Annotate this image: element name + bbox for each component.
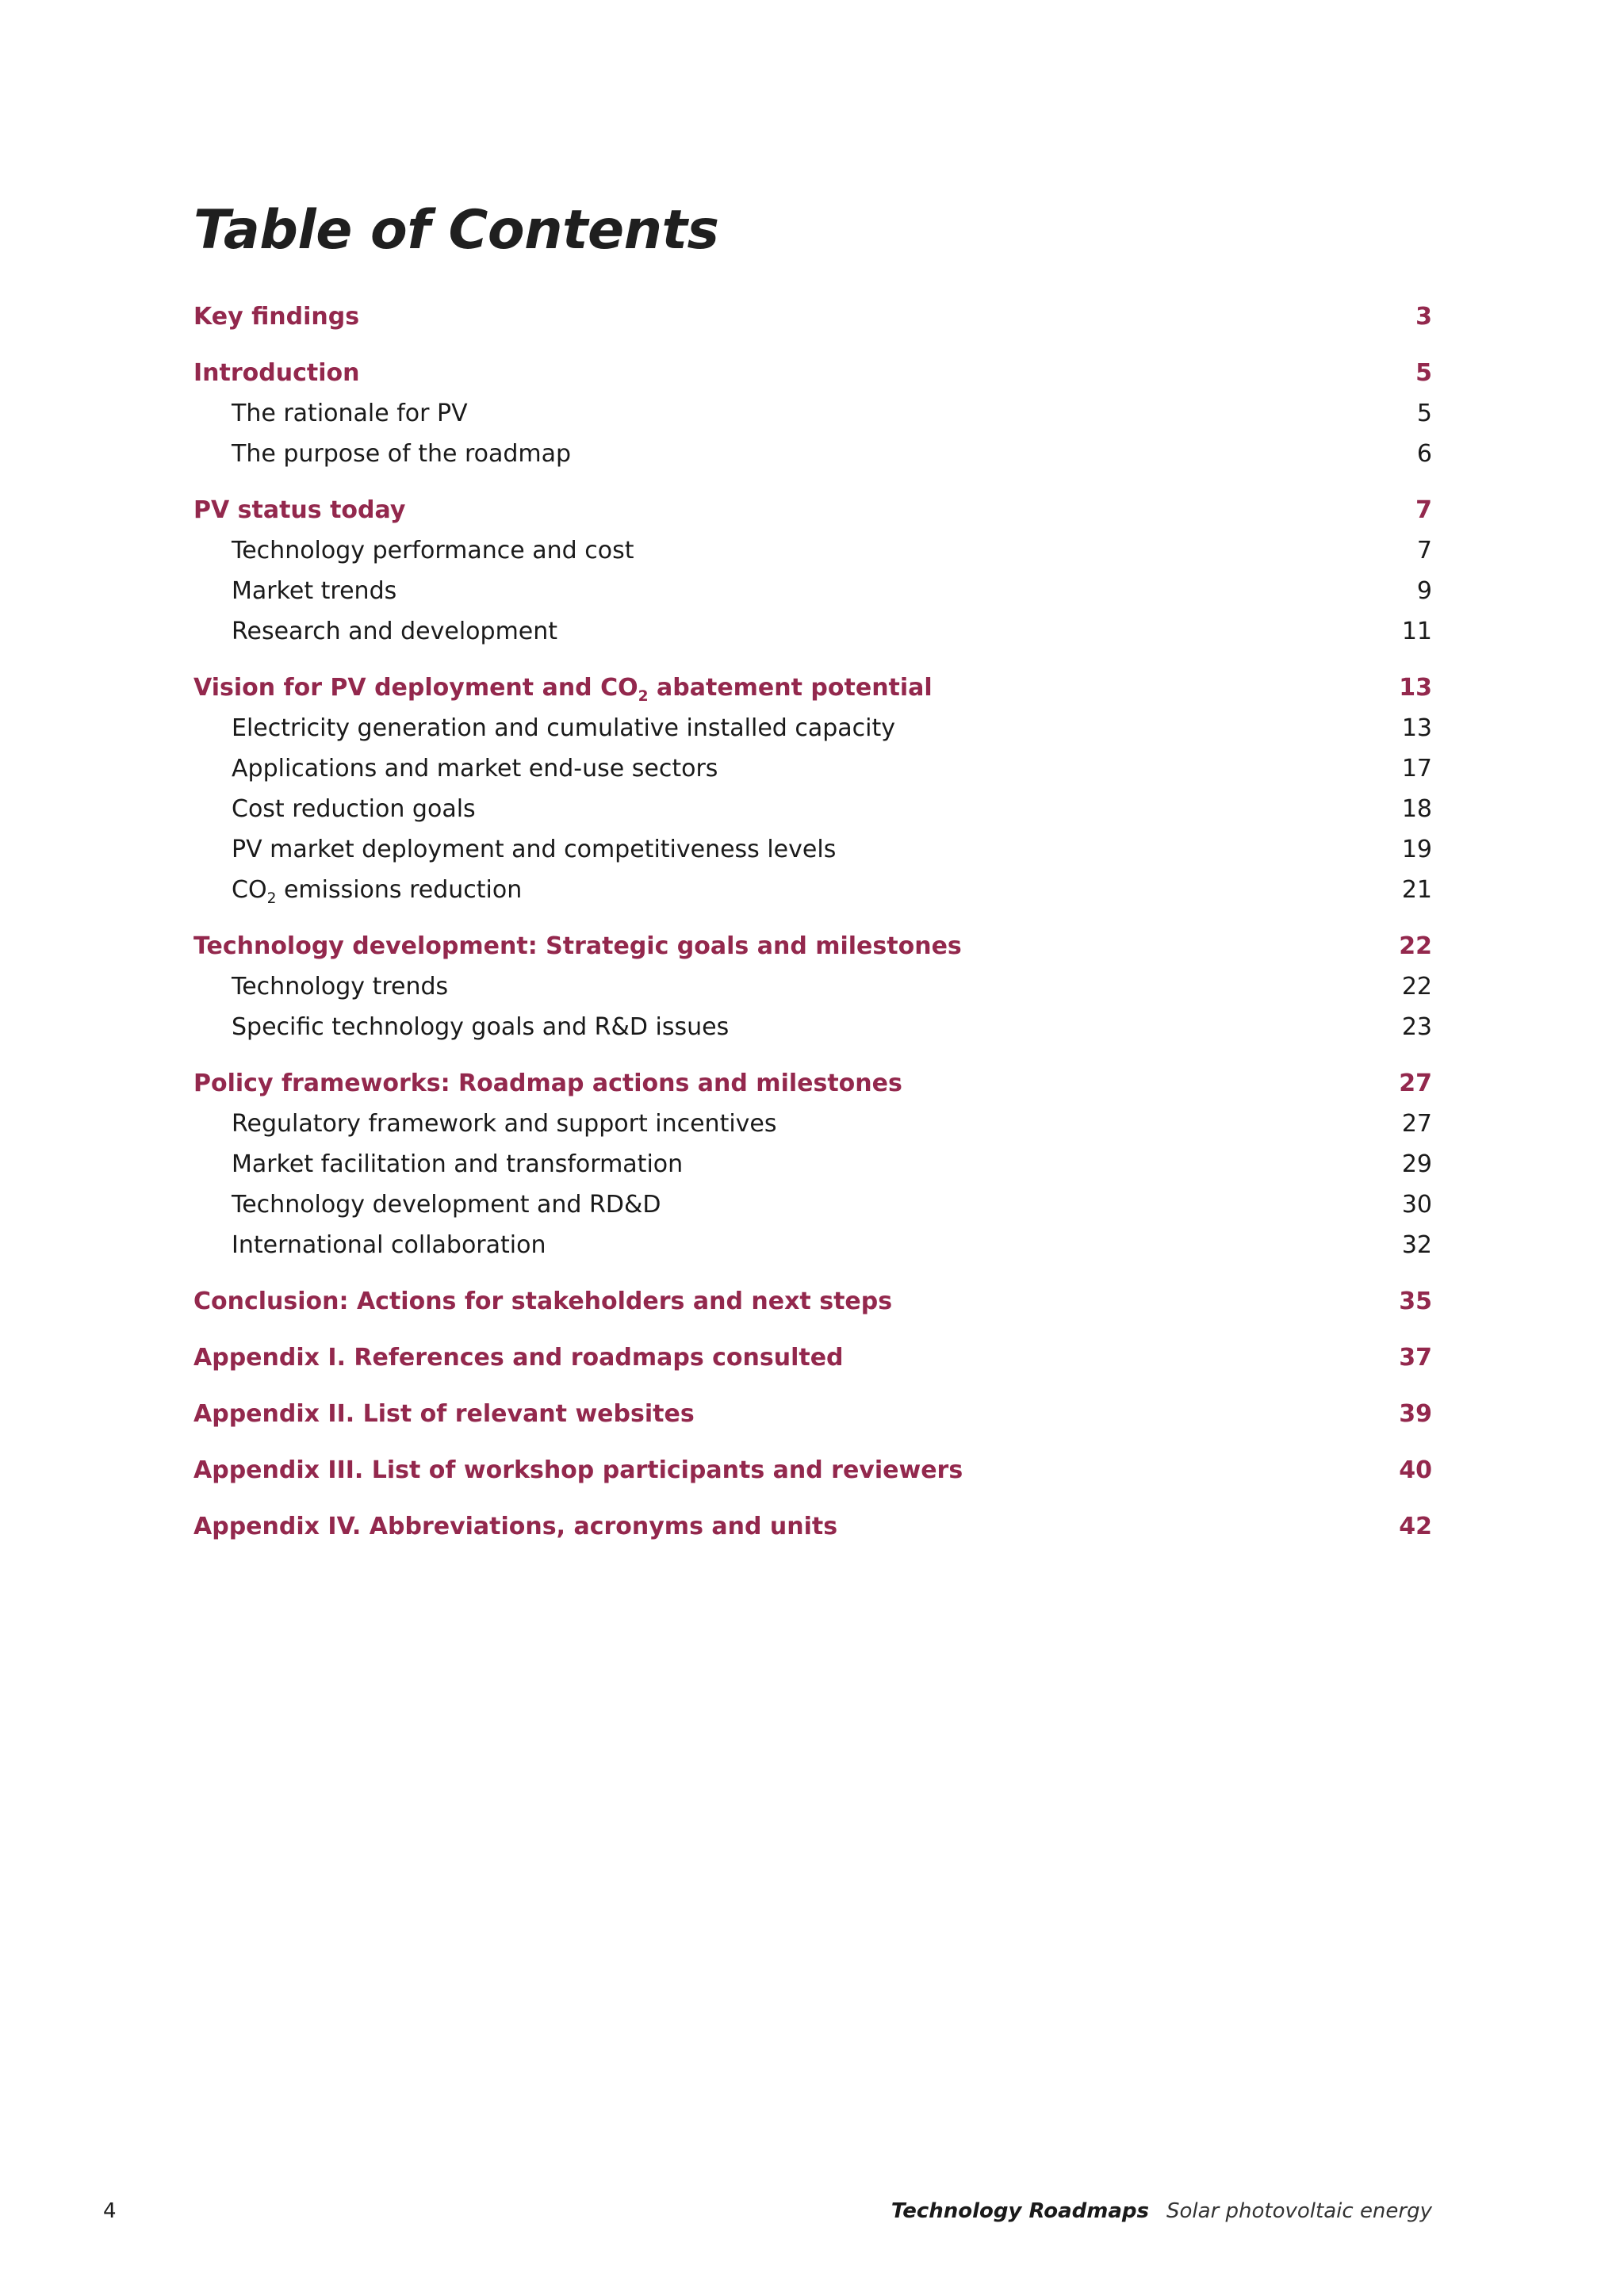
toc-subsection[interactable]	[193, 789, 1432, 829]
toc-subsection[interactable]	[193, 1104, 1432, 1144]
toc-subsection[interactable]	[193, 1184, 1432, 1225]
toc-section	[193, 1506, 1432, 1547]
toc-subsection-page: 22	[1401, 973, 1432, 1001]
toc-section-page: 7	[1415, 496, 1432, 524]
toc-section-page: 22	[1399, 932, 1432, 960]
toc-subsection[interactable]	[193, 966, 1432, 1007]
toc-subsection-title: Technology development and RD&D	[232, 1191, 661, 1219]
toc-subsection-title: Technology performance and cost	[232, 537, 634, 564]
toc-subsection-title: Electricity generation and cumulative installed capacity	[232, 714, 896, 742]
toc-section-heading[interactable]	[193, 1337, 1432, 1378]
toc-subsection-title: Cost reduction goals	[232, 795, 476, 823]
toc-section-heading[interactable]	[193, 926, 1432, 966]
toc-subsection-title: Market facilitation and transformation	[232, 1150, 684, 1178]
toc-subsection-title: Regulatory framework and support incentives	[232, 1110, 777, 1138]
toc-section-heading[interactable]	[193, 1063, 1432, 1104]
toc-section-heading[interactable]	[193, 1394, 1432, 1434]
toc-subsection-page: 6	[1416, 440, 1432, 468]
toc-subsection-page: 27	[1401, 1110, 1432, 1138]
toc-subsection-title: Applications and market end-use sectors	[232, 755, 718, 783]
toc-section-heading[interactable]	[193, 490, 1432, 530]
toc-subsection-page: 17	[1401, 755, 1432, 783]
toc-section-page: 13	[1399, 674, 1432, 702]
publication-title: Technology Roadmaps	[891, 2199, 1149, 2223]
toc-section-title: Appendix IV. Abbreviations, acronyms and units	[193, 1513, 838, 1540]
toc-subsection-page: 23	[1401, 1013, 1432, 1041]
toc-subsection[interactable]	[193, 571, 1432, 611]
toc-subsection-title: Technology trends	[232, 973, 449, 1001]
toc-subsection-title: Market trends	[232, 577, 397, 605]
toc-subsection-page: 5	[1416, 400, 1432, 427]
toc-section	[193, 668, 1432, 910]
toc-subsection-title: PV market deployment and competitiveness levels	[232, 836, 837, 863]
toc-subsection[interactable]	[193, 1225, 1432, 1265]
toc-section-heading[interactable]	[193, 297, 1432, 337]
toc-section-title: Technology development: Strategic goals and milestones	[193, 932, 962, 960]
toc-section	[193, 1281, 1432, 1322]
toc-section-page: 5	[1415, 359, 1432, 387]
toc-subsection-title: The purpose of the roadmap	[232, 440, 572, 468]
toc-section-heading[interactable]	[193, 1506, 1432, 1547]
toc-page	[193, 197, 1432, 1563]
toc-section	[193, 926, 1432, 1047]
toc-section-heading[interactable]	[193, 668, 1432, 708]
toc-section	[193, 353, 1432, 474]
toc-subsection-page: 21	[1401, 876, 1432, 904]
toc-subsection-page: 29	[1401, 1150, 1432, 1178]
toc-subsection[interactable]	[193, 829, 1432, 870]
toc-subsection-title: $CO_2$ emissions reduction	[232, 876, 523, 907]
toc-section	[193, 1063, 1432, 1265]
toc-section-title: Conclusion: Actions for stakeholders and next steps	[193, 1288, 893, 1315]
toc-subsection-title: Specific technology goals and R&D issues	[232, 1013, 730, 1041]
toc-subsection-page: 11	[1401, 618, 1432, 645]
toc-section-title: Appendix III. List of workshop participants and reviewers	[193, 1456, 963, 1484]
page-number: 4	[103, 2199, 117, 2223]
toc-section-heading[interactable]	[193, 353, 1432, 393]
toc-subsection[interactable]	[193, 393, 1432, 434]
toc-section-title: Appendix I. References and roadmaps consulted	[193, 1344, 844, 1372]
toc-section-page: 35	[1399, 1288, 1432, 1315]
toc-list	[193, 297, 1432, 1547]
toc-section-heading[interactable]	[193, 1281, 1432, 1322]
toc-section-title: Policy frameworks: Roadmap actions and milestones	[193, 1070, 902, 1097]
publication-subtitle: Solar photovoltaic energy	[1166, 2199, 1432, 2223]
toc-section	[193, 297, 1432, 337]
toc-section-page: 40	[1399, 1456, 1432, 1484]
toc-section	[193, 1450, 1432, 1490]
page-footer	[0, 2199, 1624, 2234]
toc-section-title: Vision for PV deployment and $CO_2$ abatement potential	[193, 674, 933, 705]
toc-subsection[interactable]	[193, 611, 1432, 652]
toc-section	[193, 1394, 1432, 1434]
toc-subsection-page: 18	[1401, 795, 1432, 823]
toc-section-page: 37	[1399, 1344, 1432, 1372]
toc-subsection-page: 32	[1401, 1231, 1432, 1259]
toc-section-title: PV status today	[193, 496, 406, 524]
toc-subsection-page: 19	[1401, 836, 1432, 863]
toc-subsection[interactable]	[193, 530, 1432, 571]
toc-subsection-title: The rationale for PV	[232, 400, 468, 427]
toc-section-title: Introduction	[193, 359, 360, 387]
toc-section-page: 39	[1399, 1400, 1432, 1428]
toc-subsection-page: 13	[1401, 714, 1432, 742]
toc-subsection-page: 30	[1401, 1191, 1432, 1219]
toc-section	[193, 1337, 1432, 1378]
toc-subsection[interactable]	[193, 1144, 1432, 1184]
toc-section-title: Key findings	[193, 303, 360, 331]
toc-subsection[interactable]	[193, 748, 1432, 789]
running-head	[891, 2199, 1432, 2223]
toc-section-page: 3	[1415, 303, 1432, 331]
toc-section	[193, 490, 1432, 652]
toc-section-page: 42	[1399, 1513, 1432, 1540]
page-title: Table of Contents	[193, 199, 719, 262]
toc-subsection-title: Research and development	[232, 618, 558, 645]
toc-subsection-page: 7	[1416, 537, 1432, 564]
toc-subsection-page: 9	[1416, 577, 1432, 605]
toc-section-heading[interactable]	[193, 1450, 1432, 1490]
toc-subsection-title: International collaboration	[232, 1231, 546, 1259]
toc-subsection[interactable]	[193, 708, 1432, 748]
toc-section-title: Appendix II. List of relevant websites	[193, 1400, 695, 1428]
toc-subsection[interactable]	[193, 870, 1432, 910]
toc-subsection[interactable]	[193, 434, 1432, 474]
toc-section-page: 27	[1399, 1070, 1432, 1097]
toc-subsection[interactable]	[193, 1007, 1432, 1047]
